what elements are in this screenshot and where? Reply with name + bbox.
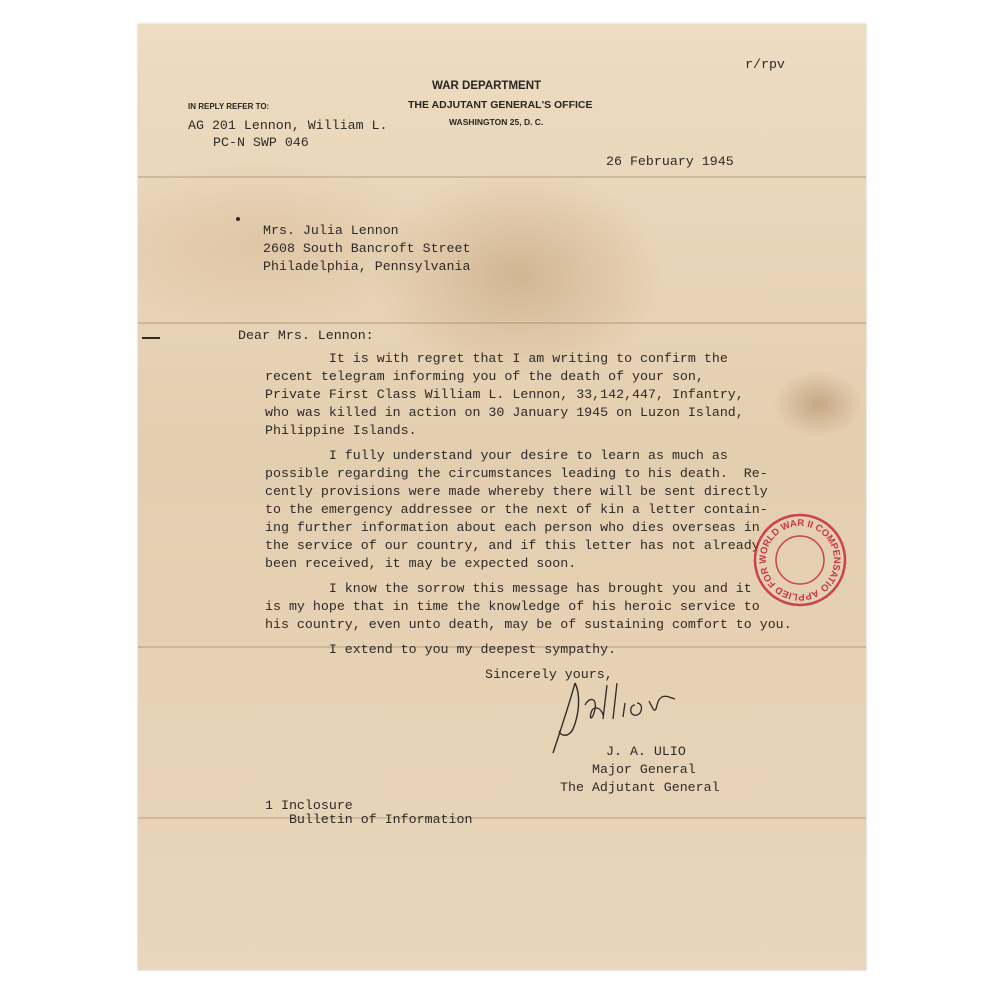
reference-line-2: PC-N SWP 046	[213, 135, 309, 150]
inclosure-item: Bulletin of Information	[265, 812, 473, 827]
closing: Sincerely yours,	[485, 667, 613, 682]
signer-name: J. A. ULIO	[606, 744, 686, 759]
margin-mark	[236, 217, 240, 221]
fold-line	[138, 176, 866, 178]
svg-text:APPLIED FOR WORLD WAR II COMPE	[752, 512, 848, 608]
body-line: ing further information about each person who dies overseas in	[265, 520, 760, 535]
inclosure-count: 1 Inclosure	[265, 798, 353, 813]
body-line: to the emergency addressee or the next of kin a letter contain-	[265, 502, 768, 517]
recipient-city: Philadelphia, Pennsylvania	[263, 259, 471, 274]
body-line: I fully understand your desire to learn as much as	[265, 448, 728, 463]
body-line: I know the sorrow this message has brought you and it	[265, 581, 752, 596]
body-line: cently provisions were made whereby there will be sent directly	[265, 484, 768, 499]
salutation: Dear Mrs. Lennon:	[238, 328, 374, 343]
body-line: I extend to you my deepest sympathy.	[265, 642, 617, 657]
recipient-name: Mrs. Julia Lennon	[263, 223, 399, 238]
recipient-street: 2608 South Bancroft Street	[263, 241, 471, 256]
body-line: Private First Class William L. Lennon, 33,142,447, Infantry,	[265, 387, 744, 402]
body-line: the service of our country, and if this letter has not already	[265, 538, 760, 553]
body-line: his country, even unto death, may be of sustaining comfort to you.	[265, 617, 792, 632]
body-line: Philippine Islands.	[265, 423, 417, 438]
body-line: possible regarding the circumstances leading to his death. Re-	[265, 466, 768, 481]
fold-line	[138, 322, 866, 324]
reply-label: IN REPLY REFER TO:	[188, 102, 270, 111]
letterhead-city: WASHINGTON 25, D. C.	[449, 117, 544, 127]
typist-initials: r/rpv	[745, 57, 785, 72]
body-line: It is with regret that I am writing to confirm the	[265, 351, 728, 366]
body-line: been received, it may be expected soon.	[265, 556, 577, 571]
letterhead-department: WAR DEPARTMENT	[432, 80, 542, 92]
body-line: is my hope that in time the knowledge of his heroic service to	[265, 599, 760, 614]
body-line: who was killed in action on 30 January 1945 on Luzon Island,	[265, 405, 744, 420]
reference-line-1: AG 201 Lennon, William L.	[188, 118, 388, 133]
signer-title: The Adjutant General	[560, 780, 720, 795]
body-line: recent telegram informing you of the death of your son,	[265, 369, 704, 384]
fold-line	[138, 817, 866, 819]
margin-dash	[142, 337, 160, 339]
compensation-stamp	[752, 512, 848, 608]
letterhead-office: THE ADJUTANT GENERAL'S OFFICE	[408, 99, 593, 111]
stamp-text: APPLIED FOR WORLD WAR II COMPENSATION	[757, 517, 843, 603]
letter-date: 26 February 1945	[606, 154, 734, 169]
signer-rank: Major General	[592, 762, 696, 777]
